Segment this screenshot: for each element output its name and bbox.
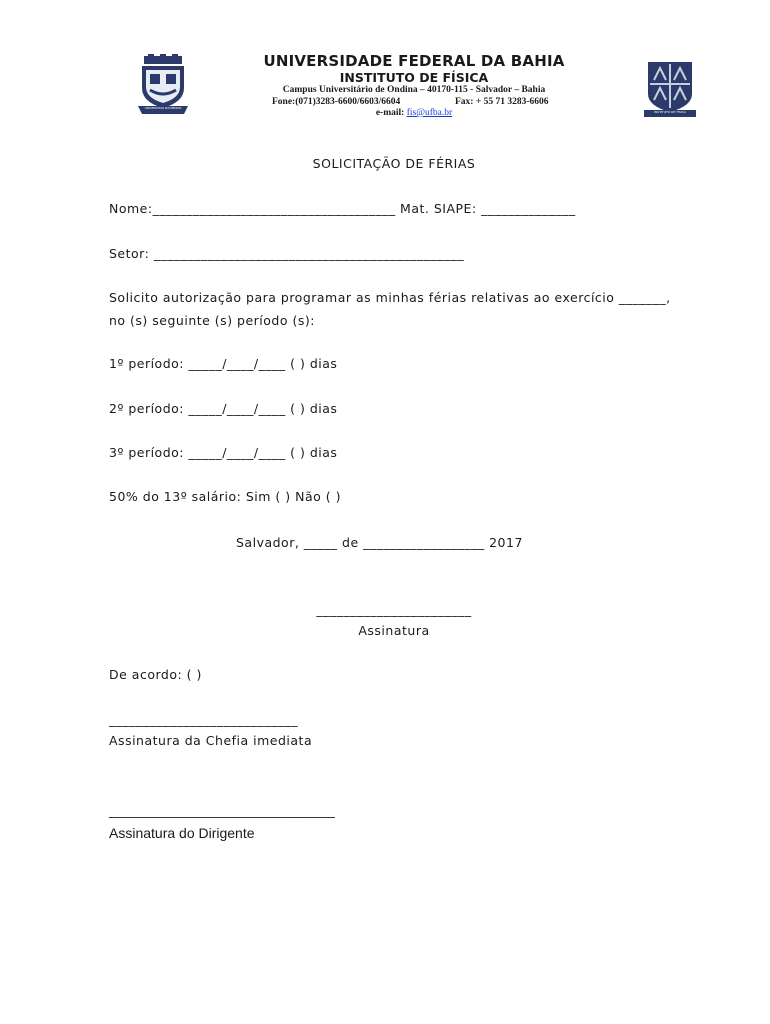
decimo-terceiro-field: 50% do 13º salário: Sim ( ) Não ( ) <box>109 489 341 504</box>
chefia-signature-line: ____________________________ <box>109 712 298 727</box>
dirigente-signature-line: _____________________________ <box>109 802 335 818</box>
period-1-field: 1º período: _____/____/____ ( ) dias <box>109 356 338 371</box>
period-2-field: 2º período: _____/____/____ ( ) dias <box>109 401 338 416</box>
signature-line: _______________________ <box>316 602 472 617</box>
request-text-line1: Solicito autorização para programar as minhas férias relativas ao exercício _______, <box>109 290 671 305</box>
ufba-logo-motto: UNIVERSITAS BAHIENSIS <box>144 106 182 110</box>
address-line: Campus Universitário de Ondina – 40170-115 - Salvador – Bahia <box>282 85 546 95</box>
chefia-signature-label: Assinatura da Chefia imediata <box>109 733 313 748</box>
email-line <box>0 108 770 118</box>
university-name: UNIVERSIDADE FEDERAL DA BAHIA <box>263 52 565 70</box>
period-3-field: 3º período: _____/____/____ ( ) dias <box>109 445 338 460</box>
request-text-line2: no (s) seguinte (s) período (s): <box>109 313 315 328</box>
phone-line: Fone:(071)3283-6600/6603/6604 <box>272 97 401 107</box>
email-link[interactable]: fis@ufba.br <box>406 108 453 118</box>
setor-field: Setor: ______________________________________________ <box>109 246 465 261</box>
signature-label: Assinatura <box>358 623 430 638</box>
form-title: SOLICITAÇÃO DE FÉRIAS <box>312 156 476 171</box>
nome-siape-field: Nome:____________________________________ Mat. SIAPE: ______________ <box>109 201 576 216</box>
institute-name: INSTITUTO DE FÍSICA <box>339 70 489 85</box>
instituto-logo-motto: INSTITUTO DE FÍSICA <box>654 110 686 114</box>
email-label: e-mail: <box>375 108 407 118</box>
date-line: Salvador, _____ de __________________ 2017 <box>236 535 523 550</box>
de-acordo-field: De acordo: ( ) <box>109 667 202 682</box>
dirigente-signature-label: Assinatura do Dirigente <box>109 825 255 841</box>
fax-line: Fax: + 55 71 3283-6606 <box>455 97 549 107</box>
